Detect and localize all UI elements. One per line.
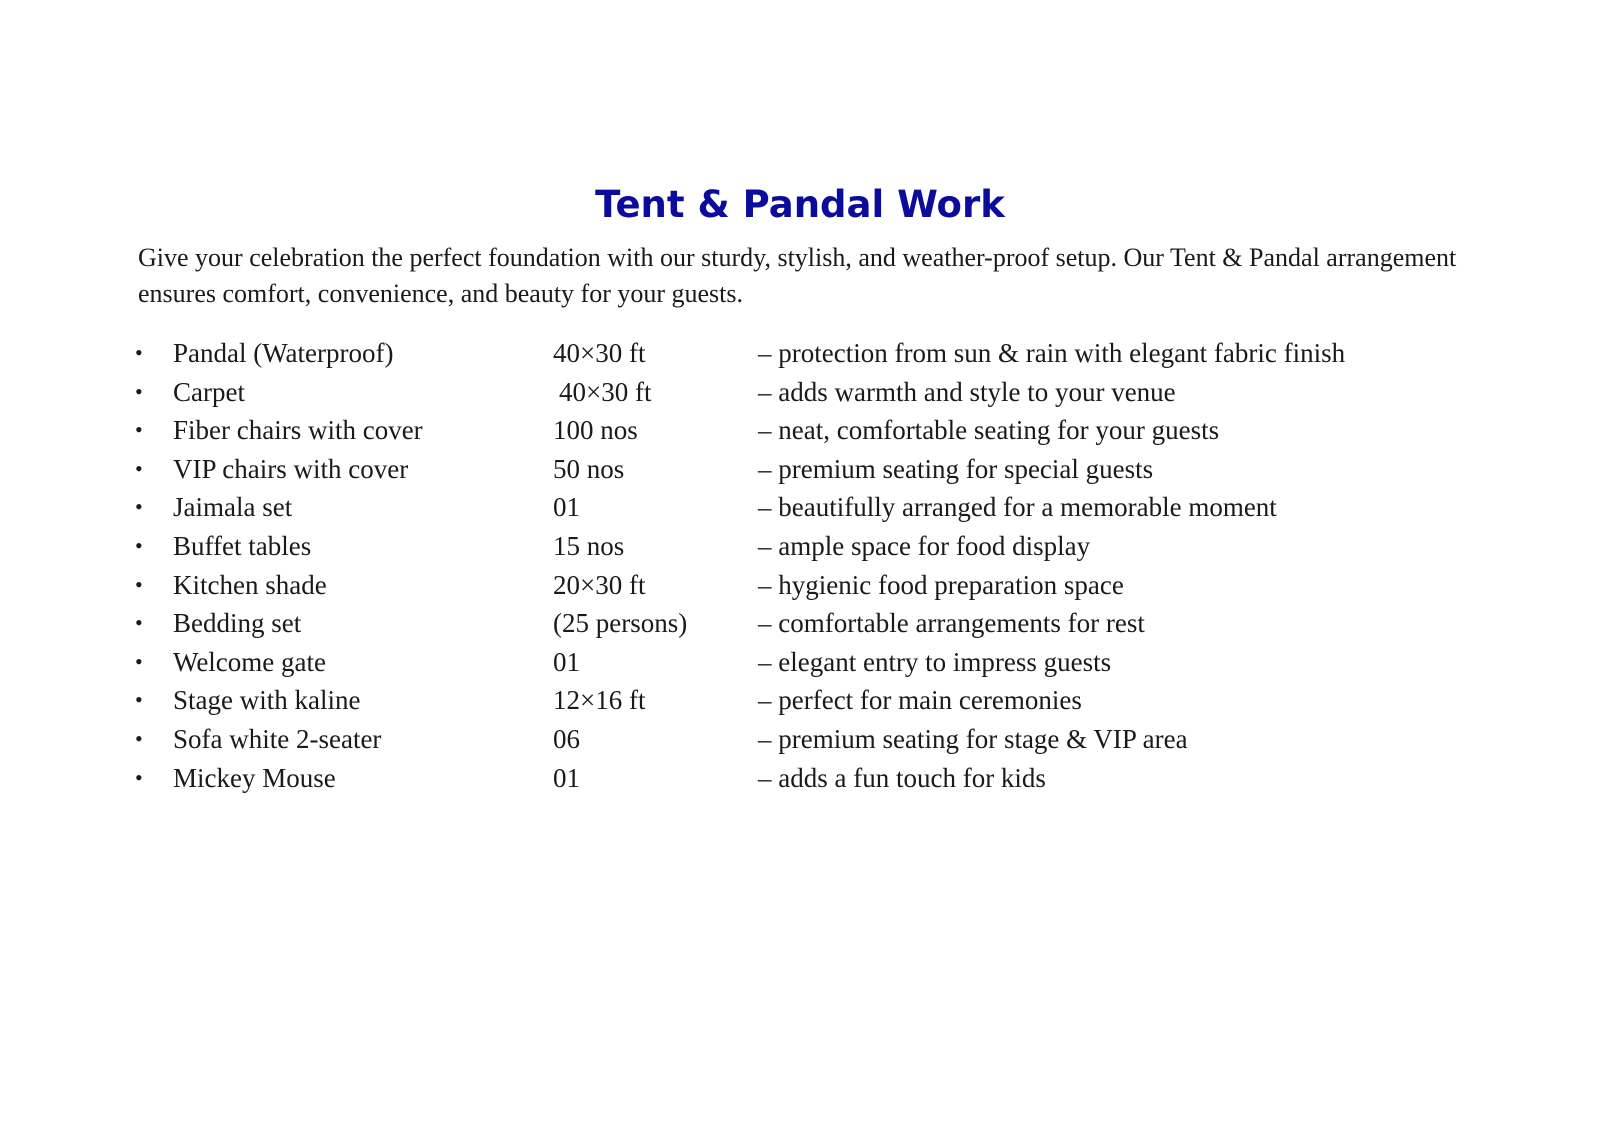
bullet-icon: • <box>135 455 143 481</box>
item-quantity: 50 nos <box>553 453 625 484</box>
list-item <box>0 450 1600 489</box>
bullet-icon: • <box>135 648 143 674</box>
item-quantity: (25 persons) <box>553 608 688 639</box>
item-name: Fiber chairs with cover <box>173 415 423 446</box>
bullet-icon: • <box>135 494 143 520</box>
list-item <box>0 373 1600 412</box>
item-quantity: 06 <box>553 723 580 754</box>
bullet-icon: • <box>135 687 143 713</box>
bullet-icon: • <box>135 725 143 751</box>
item-name: Welcome gate <box>173 646 326 677</box>
bullet-icon: • <box>135 571 143 597</box>
item-description: – adds a fun touch for kids <box>758 762 1046 793</box>
item-name: Bedding set <box>173 608 302 639</box>
list-item <box>0 604 1600 643</box>
item-quantity: 01 <box>553 762 580 793</box>
list-item <box>0 566 1600 605</box>
item-name: Sofa white 2-seater <box>173 723 382 754</box>
item-list <box>0 334 1600 797</box>
item-quantity: 40×30 ft <box>553 338 646 368</box>
bullet-icon: • <box>135 764 143 790</box>
item-name: VIP chairs with cover <box>173 453 409 484</box>
list-item <box>0 643 1600 682</box>
item-quantity: 20×30 ft <box>553 569 646 600</box>
bullet-icon: • <box>135 610 143 636</box>
bullet-icon: • <box>135 340 143 365</box>
item-quantity: 01 <box>553 646 580 677</box>
item-name: Mickey Mouse <box>173 762 336 793</box>
item-name: Kitchen shade <box>173 569 327 600</box>
item-quantity: 40×30 ft <box>559 376 652 407</box>
list-item <box>0 681 1600 720</box>
item-description: – neat, comfortable seating for your guests <box>758 415 1220 446</box>
item-description: – protection from sun & rain with elegant fabric finish <box>758 338 1346 368</box>
bullet-icon: • <box>135 378 143 404</box>
item-description: – perfect for main ceremonies <box>758 685 1082 716</box>
item-description: – adds warmth and style to your venue <box>758 376 1176 407</box>
item-description: – premium seating for stage & VIP area <box>758 723 1188 754</box>
list-item <box>0 527 1600 566</box>
item-quantity: 100 nos <box>553 415 638 446</box>
item-quantity: 15 nos <box>553 530 625 561</box>
bullet-icon: • <box>135 532 143 558</box>
item-description: – ample space for food display <box>758 530 1091 561</box>
list-item <box>0 334 1600 373</box>
list-item <box>0 759 1600 798</box>
item-description: – elegant entry to impress guests <box>758 646 1112 677</box>
intro-paragraph: Give your celebration the perfect foundation with our sturdy, stylish, and weather-proof setup. Our Tent & Pandal arrangement ensures comfort, convenience, and beauty for your guests. <box>138 243 1457 308</box>
item-description: – beautifully arranged for a memorable moment <box>758 492 1277 523</box>
page-title: Tent & Pandal Work <box>595 183 1005 226</box>
item-name: Jaimala set <box>173 492 293 523</box>
item-quantity: 12×16 ft <box>553 685 646 716</box>
item-name: Stage with kaline <box>173 685 361 716</box>
item-description: – hygienic food preparation space <box>758 569 1124 600</box>
list-item <box>0 411 1600 450</box>
item-description: – premium seating for special guests <box>758 453 1154 484</box>
list-item <box>0 720 1600 759</box>
item-quantity: 01 <box>553 492 580 523</box>
item-name: Carpet <box>173 376 245 407</box>
item-name: Pandal (Waterproof) <box>173 338 394 368</box>
list-item <box>0 488 1600 527</box>
item-description: – comfortable arrangements for rest <box>758 608 1145 639</box>
bullet-icon: • <box>135 417 143 443</box>
item-name: Buffet tables <box>173 530 312 561</box>
